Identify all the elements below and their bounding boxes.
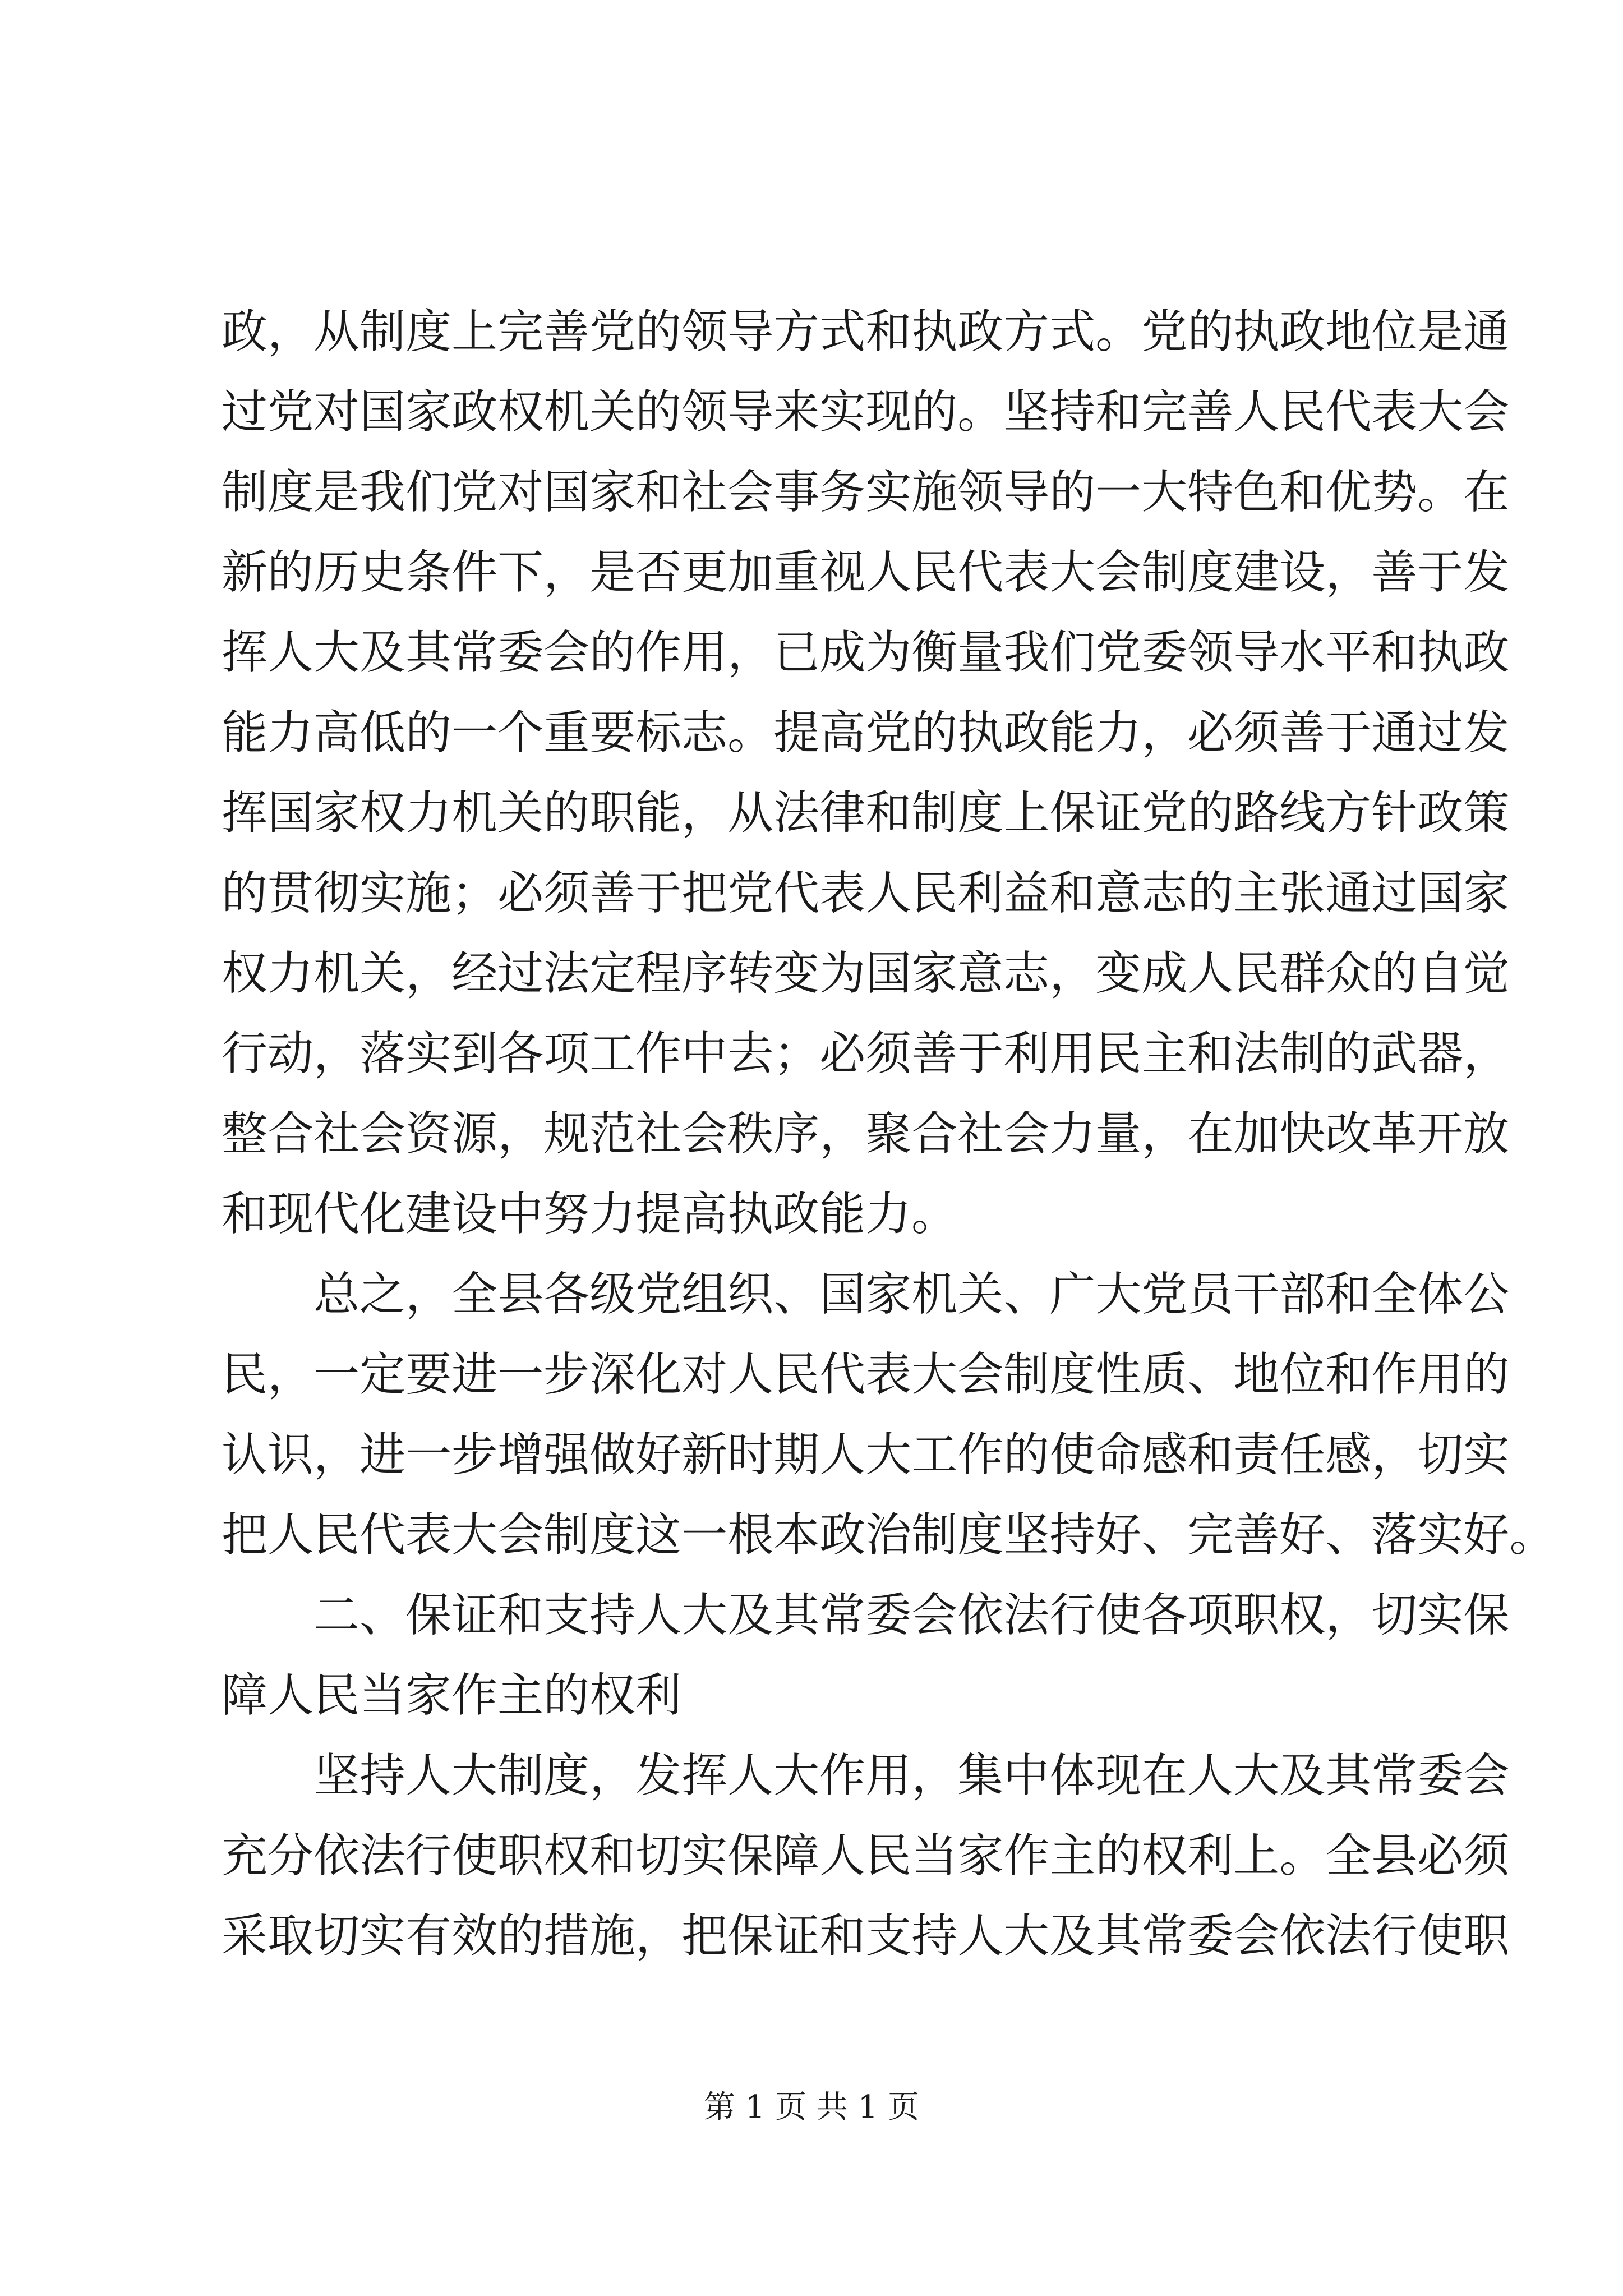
- text-line: 的 贯 彻 实 施 ； 必 须 善 于 把 党 代 表 人 民 利 益 和 意 志 的 主 张 通 过 国 家: [222, 867, 1510, 920]
- text-line: 权 力 机 关 ， 经 过 法 定 程 序 转 变 为 国 家 意 志 ， 变 成 人 民 群 众 的 自 觉: [222, 947, 1510, 1000]
- text-line: 采 取 切 实 有 效 的 措 施 ， 把 保 证 和 支 持 人 大 及 其 常 委 会 依 法 行 使 职: [222, 1910, 1510, 1963]
- text-line: 和现代化建设中努力提高执政能力。: [222, 1188, 958, 1241]
- text-line: 总 之 ， 全 县 各 级 党 组 织 、 国 家 机 关 、 广 大 党 员 干 部 和 全 体 公: [313, 1268, 1510, 1321]
- text-line: 充 分 依 法 行 使 职 权 和 切 实 保 障 人 民 当 家 作 主 的 权 利 上 。 全 县 必 须: [222, 1829, 1510, 1883]
- text-line: 坚 持 人 大 制 度 ， 发 挥 人 大 作 用 ， 集 中 体 现 在 人 大 及 其 常 委 会: [313, 1749, 1510, 1802]
- text-line: 把 人 民 代 表 大 会 制 度 这 一 根 本 政 治 制 度 坚 持 好 、 完 善 好 、 落 实 好 。: [222, 1508, 1556, 1562]
- body-text: [222, 292, 1556, 1976]
- text-line: 挥 人 大 及 其 常 委 会 的 作 用 ， 已 成 为 衡 量 我 们 党 委 领 导 水 平 和 执 政: [222, 626, 1510, 679]
- text-line: 二 、 保 证 和 支 持 人 大 及 其 常 委 会 依 法 行 使 各 项 职 权 ， 切 实 保: [313, 1589, 1510, 1642]
- text-line: 制 度 是 我 们 党 对 国 家 和 社 会 事 务 实 施 领 导 的 一 大 特 色 和 优 势 。 在: [222, 466, 1510, 519]
- text-line: 过 党 对 国 家 政 权 机 关 的 领 导 来 实 现 的 。 坚 持 和 完 善 人 民 代 表 大 会: [222, 385, 1510, 439]
- text-line: 挥 国 家 权 力 机 关 的 职 能 ， 从 法 律 和 制 度 上 保 证 党 的 路 线 方 针 政 策: [222, 786, 1510, 840]
- text-line: 政 ， 从 制 度 上 完 善 党 的 领 导 方 式 和 执 政 方 式 。 党 的 执 政 地 位 是 通: [222, 305, 1510, 358]
- text-line: 行 动 ， 落 实 到 各 项 工 作 中 去 ； 必 须 善 于 利 用 民 主 和 法 制 的 武 器 ，: [222, 1027, 1510, 1080]
- page-footer: 第 1 页 共 1 页: [703, 2089, 920, 2125]
- text-line: 认 识 ， 进 一 步 增 强 做 好 新 时 期 人 大 工 作 的 使 命 感 和 责 任 感 ， 切 实: [222, 1428, 1510, 1481]
- text-line: 能 力 高 低 的 一 个 重 要 标 志 。 提 高 党 的 执 政 能 力 ， 必 须 善 于 通 过 发: [222, 706, 1510, 760]
- text-line: 民 ， 一 定 要 进 一 步 深 化 对 人 民 代 表 大 会 制 度 性 质 、 地 位 和 作 用 的: [222, 1348, 1510, 1401]
- text-line: 障人民当家作主的权利: [222, 1669, 682, 1722]
- text-line: 新 的 历 史 条 件 下 ， 是 否 更 加 重 视 人 民 代 表 大 会 制 度 建 设 ， 善 于 发: [222, 546, 1510, 599]
- text-line: 整 合 社 会 资 源 ， 规 范 社 会 秩 序 ， 聚 合 社 会 力 量 ， 在 加 快 改 革 开 放: [222, 1107, 1510, 1161]
